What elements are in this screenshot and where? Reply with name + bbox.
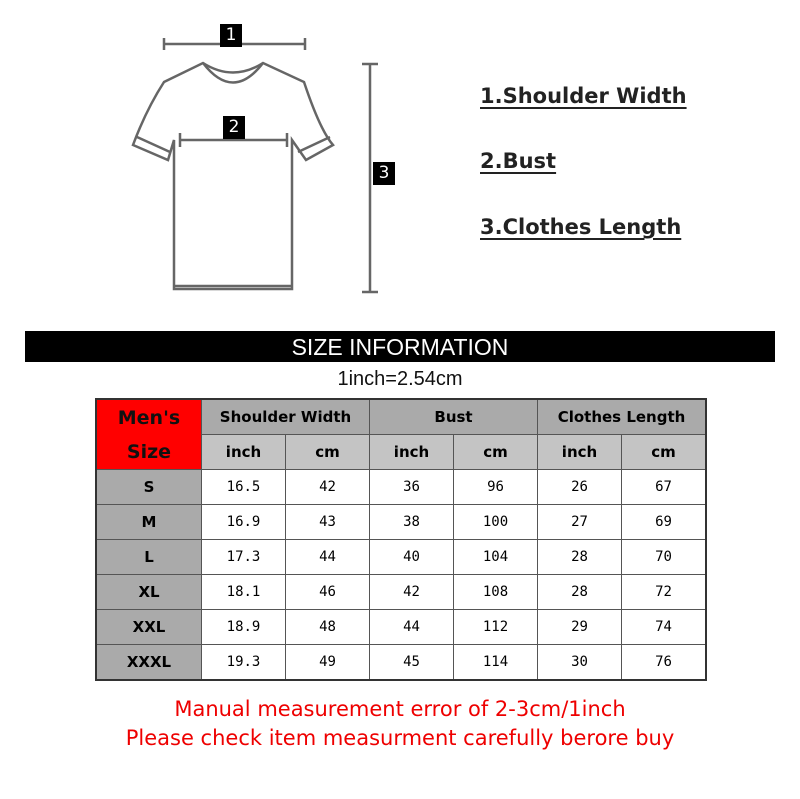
measurement-cell: 72: [622, 575, 707, 610]
marker-3: 3: [373, 162, 395, 185]
size-label: XXXL: [96, 645, 202, 681]
measurement-cell: 29: [538, 610, 622, 645]
size-table: [95, 398, 707, 681]
measurement-cell: 69: [622, 505, 707, 540]
warning-line-1: Manual measurement error of 2-3cm/1inch: [174, 697, 626, 721]
measurement-cell: 100: [454, 505, 538, 540]
measurement-cell: 46: [286, 575, 370, 610]
corner-line-2: Size: [126, 440, 172, 463]
size-label: XXL: [96, 610, 202, 645]
measurement-cell: 45: [370, 645, 454, 681]
measurement-cell: 96: [454, 470, 538, 505]
table-row: [96, 610, 706, 645]
size-label: L: [96, 540, 202, 575]
measurement-cell: 49: [286, 645, 370, 681]
measurement-cell: 28: [538, 575, 622, 610]
measurement-cell: 44: [286, 540, 370, 575]
marker-2: 2: [223, 116, 245, 139]
size-label: S: [96, 470, 202, 505]
unit-header: cm: [286, 435, 370, 470]
measurement-cell: 104: [454, 540, 538, 575]
measurement-cell: 30: [538, 645, 622, 681]
measurement-cell: 44: [370, 610, 454, 645]
measurement-cell: 38: [370, 505, 454, 540]
unit-header: inch: [370, 435, 454, 470]
legend-bust: 2.Bust: [480, 149, 557, 173]
size-information-banner: SIZE INFORMATION: [25, 331, 775, 362]
measurement-cell: 18.9: [202, 610, 286, 645]
corner-line-1: Men's: [117, 406, 181, 429]
measurement-cell: 26: [538, 470, 622, 505]
measurement-cell: 114: [454, 645, 538, 681]
measurement-cell: 43: [286, 505, 370, 540]
measurement-cell: 70: [622, 540, 707, 575]
group-header: Clothes Length: [538, 399, 707, 435]
measurement-cell: 19.3: [202, 645, 286, 681]
measurement-cell: 40: [370, 540, 454, 575]
tshirt-diagram: [0, 0, 460, 320]
unit-header: cm: [622, 435, 707, 470]
measurement-cell: 112: [454, 610, 538, 645]
marker-1: 1: [220, 24, 242, 47]
measurement-cell: 18.1: [202, 575, 286, 610]
table-row: [96, 470, 706, 505]
corner-header: [96, 399, 202, 470]
measurement-cell: 16.9: [202, 505, 286, 540]
group-header: Shoulder Width: [202, 399, 370, 435]
size-label: M: [96, 505, 202, 540]
warning-line-2: Please check item measurment carefully berore buy: [125, 726, 675, 750]
measurement-cell: 42: [370, 575, 454, 610]
measurement-cell: 108: [454, 575, 538, 610]
measurement-cell: 67: [622, 470, 707, 505]
measurement-cell: 27: [538, 505, 622, 540]
table-row: [96, 505, 706, 540]
unit-header: inch: [538, 435, 622, 470]
measurement-cell: 36: [370, 470, 454, 505]
measurement-cell: 42: [286, 470, 370, 505]
measurement-cell: 74: [622, 610, 707, 645]
table-row: [96, 540, 706, 575]
table-row: [96, 575, 706, 610]
measurement-cell: 76: [622, 645, 707, 681]
unit-conversion: 1inch=2.54cm: [337, 368, 463, 390]
measurement-cell: 28: [538, 540, 622, 575]
legend-clothes-length: 3.Clothes Length: [480, 215, 682, 239]
legend-shoulder-width: 1.Shoulder Width: [480, 84, 687, 108]
unit-header: cm: [454, 435, 538, 470]
measurement-cell: 16.5: [202, 470, 286, 505]
measurement-cell: 17.3: [202, 540, 286, 575]
size-label: XL: [96, 575, 202, 610]
group-header: Bust: [370, 399, 538, 435]
measurement-cell: 48: [286, 610, 370, 645]
unit-header: inch: [202, 435, 286, 470]
table-row: [96, 645, 706, 681]
